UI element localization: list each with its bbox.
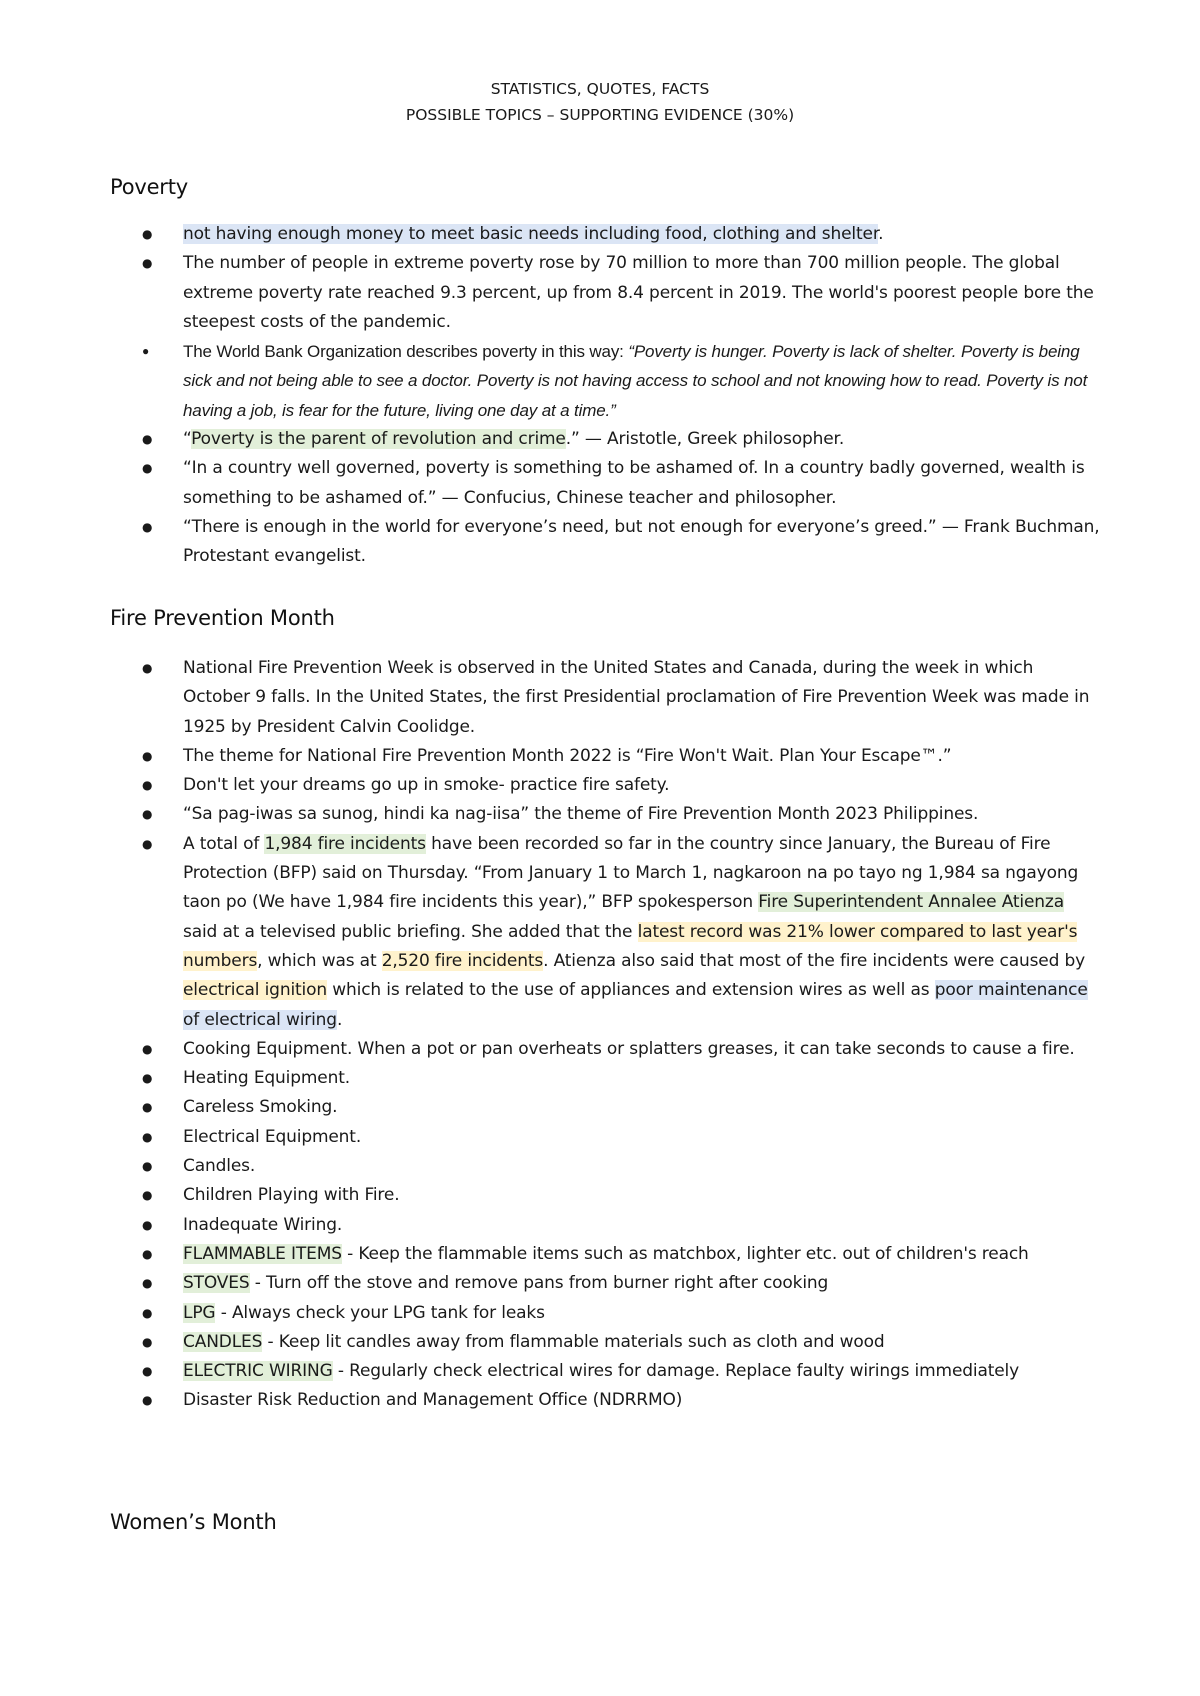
list-item: ● A total of 1,984 fire incidents have been recorded so far in the country since January, the Bureau of Fire Protection (BFP) said on Thursday. “From January 1 to March 1, nagkaroon na po tayo ng 1,984 sa ngayong taon po (We have 1,984 fire incidents this year),” BFP spokesperson Fire Superintendent Annalee Atienza said at a televised public briefing. She added that the latest record was 21% lower compared to last year's numbers, which was at 2,520 fire incidents. Atienza also said that most of the fire incidents were caused by electrical ignition which is related to the use of appliances and extension wires as well as poor maintenance of electrical wiring. [0,830,1200,1035]
highlight: STOVES [183,1273,250,1294]
list-item: ● Disaster Risk Reduction and Management Office (NDRRMO) [0,1386,1200,1415]
highlight: poor maintenance of electrical wiring [183,980,1088,1030]
list-item: ● “Poverty is the parent of revolution and crime.” — Aristotle, Greek philosopher. [0,425,1200,454]
highlight: electrical ignition [183,980,327,1001]
fire-list [0,654,1200,1416]
highlight: Fire Superintendent Annalee Atienza [758,892,1064,913]
list-item: ● ELECTRIC WIRING - Regularly check electrical wires for damage. Replace faulty wirings immediately [0,1357,1200,1386]
list-item: ● Electrical Equipment. [0,1123,1200,1152]
list-item: ● “There is enough in the world for everyone’s need, but not enough for everyone’s greed.” — Frank Buchman, Protestant evangelist. [0,513,1200,572]
list-item: ● FLAMMABLE ITEMS - Keep the flammable items such as matchbox, lighter etc. out of children's reach [0,1240,1200,1269]
heading-fire-prevention: Fire Prevention Month [110,606,335,630]
list-item: ● The theme for National Fire Prevention Month 2022 is “Fire Won't Wait. Plan Your Escape™.” [0,742,1200,771]
quote: “Poverty is hunger. Poverty is lack of shelter. Poverty is being sick and not being able to see a doctor. Poverty is not having access to school and not knowing how to read. Poverty is not having a job, is fear for the future, living one day at a time.” [183,342,1088,420]
list-item: ● “Sa pag-iwas sa sunog, hindi ka nag-iisa” the theme of Fire Prevention Month 2023 Philippines. [0,800,1200,829]
heading-womens-month: Women’s Month [110,1510,277,1534]
list-item: ● Inadequate Wiring. [0,1211,1200,1240]
highlight: 2,520 fire incidents [381,950,544,971]
highlight: latest record was 21% lower compared to last year's numbers [183,921,1078,971]
highlight: CANDLES [183,1331,263,1352]
list-item: ● Don't let your dreams go up in smoke- practice fire safety. [0,771,1200,800]
list-item: ● Cooking Equipment. When a pot or pan overheats or splatters greases, it can take seconds to cause a fire. [0,1035,1200,1064]
list-item: ● “In a country well governed, poverty is something to be ashamed of. In a country badly governed, wealth is something to be ashamed of.” — Confucius, Chinese teacher and philosopher. [0,454,1200,513]
highlight: Poverty is the parent of revolution and crime [191,429,566,450]
poverty-list [0,220,1200,572]
list-item: ● Heating Equipment. [0,1064,1200,1093]
highlight: FLAMMABLE ITEMS [183,1243,342,1264]
list-item: ● National Fire Prevention Week is observed in the United States and Canada, during the week in which October 9 falls. In the United States, the first Presidential proclamation of Fire Prevention Week was made in 1925 by President Calvin Coolidge. [0,654,1200,742]
list-item: ● Careless Smoking. [0,1093,1200,1122]
list-item: ● LPG - Always check your LPG tank for leaks [0,1299,1200,1328]
list-item: ● not having enough money to meet basic needs including food, clothing and shelter. [0,220,1200,249]
highlight: 1,984 fire incidents [264,833,426,854]
list-item: ● Candles. [0,1152,1200,1181]
document-header [0,76,1200,128]
list-item: ● The number of people in extreme poverty rose by 70 million to more than 700 million people. The global extreme poverty rate reached 9.3 percent, up from 8.4 percent in 2019. The world's poorest people bore the steepest costs of the pandemic. [0,249,1200,337]
header-title: STATISTICS, QUOTES, FACTS [490,80,710,98]
list-item: ● Children Playing with Fire. [0,1181,1200,1210]
heading-poverty: Poverty [110,175,189,199]
list-item: ● STOVES - Turn off the stove and remove pans from burner right after cooking [0,1269,1200,1298]
list-item: ● CANDLES - Keep lit candles away from flammable materials such as cloth and wood [0,1328,1200,1357]
highlight: ELECTRIC WIRING [183,1361,333,1382]
header-subtitle: POSSIBLE TOPICS – SUPPORTING EVIDENCE (30%) [405,106,795,124]
highlight: not having enough money to meet basic needs including food, clothing and shelter [183,224,879,244]
list-item: ● The World Bank Organization describes poverty in this way: “Poverty is hunger. Poverty is lack of shelter. Poverty is being sick and not being able to see a doctor. Poverty is not having access to school and not knowing how to read. Poverty is not having a job, is fear for the future, living one day at a time.” [0,337,1200,425]
highlight: LPG [183,1302,216,1323]
